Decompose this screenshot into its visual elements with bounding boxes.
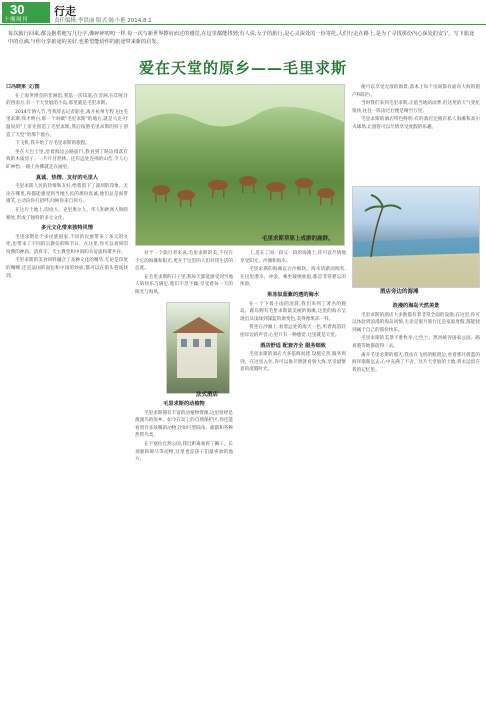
paragraph: 离开毛里求斯的那天,我站在飞机的舷窗边,看着那片蔚蓝的海洋渐渐远去,心中充满了不舍。这片天堂般的土地,将永远留在我的记忆里。: [352, 352, 480, 373]
section-subhead: 毛里求斯的动植物: [163, 401, 205, 407]
paragraph: 毛里求斯拥有丰富的动植物资源,这里曾经是渡渡鸟的故乡。如今在岛上的自然保护区,你还能看到许多珍稀的动物,比如巨型陆龟、鹿群和各种热带鸟类。: [135, 410, 233, 439]
byline: 口冯晓果 文/图: [6, 84, 40, 90]
paragraph: 在这片土地上,印度人、克里奥尔人、华人和欧洲人和睦相处,形成了独特的多元文化。: [6, 207, 128, 221]
page-number: 30: [10, 2, 25, 17]
section-subhead: 多元文化带来独特风情: [41, 225, 93, 232]
paragraph: 便可以享受无敌的海景,落本上每个房间都有面向大海的窗户和阳台。: [352, 85, 480, 98]
page-header: [0, 0, 486, 26]
section-subhead: 酒店舒适 配套齐全 服务细致: [260, 342, 326, 349]
hotel-scene-illustration: [167, 303, 230, 394]
section-subhead: 真诚、热情、友好的毛里人: [35, 174, 99, 181]
deer-scene-illustration: [136, 85, 345, 246]
paragraph: 毛里求斯的酒店特色鲜明,有的酒店还拥有私人海滩和高尔夫球场,让游客可以尽情享受度假的乐趣。: [352, 117, 480, 130]
article-column-2: [135, 398, 233, 696]
paragraph: 在卡塞拉自然公园,我近距离观看了狮子、长颈鹿和斑马等动物,这里也是孩子们最喜欢的地方。: [135, 441, 233, 463]
page-number-badge: [2, 2, 50, 23]
paragraph: 对于一个旅行者来说,毛里求斯的美,不仅在于它的海滩和阳光,更在于这里的人们对待生活的态度。: [135, 251, 233, 272]
paragraph: 我坐在沙滩上,看着远处的海天一色,听着海浪轻拍岸边的声音,心里只有一种感觉:这里就是天堂。: [240, 325, 346, 338]
paragraph: 下飞机,我开始了在毛里求斯的旅程。: [15, 141, 90, 147]
section-subhead: 果冻似蓝紫的透的海水: [267, 291, 319, 298]
article-headline: 爱在天堂的原乡——毛里求斯: [138, 59, 347, 77]
paragraph: 当时我们来到毛里求斯,正值当地的雨季,但这里的天气变化很快,往往一阵雨过后便是晴空万里。: [352, 101, 480, 114]
publication-name: 十堰周刊: [4, 17, 29, 23]
paragraph: 毛里求斯的美景不胜枚举,七色土、黑河峡谷国家公园、路易港等地都值得一去。: [352, 336, 480, 349]
beach-scene-illustration: [353, 187, 480, 288]
photo-caption: 毛里求斯草原上成群的鹿群。: [262, 236, 334, 242]
article-column-3: [240, 250, 346, 696]
paragraph: 毛里求斯的海滩以白沙细软、海水清澈而闻名,在这里潜水、冲浪、乘坐玻璃底船,都是非常难忘的体验。: [240, 267, 346, 288]
paragraph: 毛里求斯是个多民族国家,不同的民族带来了多元的文化,也带来了不同的宗教信仰和节日。在这里,你可以看到印度教的神庙、清真寺、天主教堂和中国的关帝庙和谐共存。: [6, 234, 128, 255]
paragraph: 毛里求斯的酒店大多数都有着非常全面的设施,在这里,你可以体验到浪漫的海岛风情,无论是蜜月旅行还是家庭度假,都能找到属于自己的那份快乐。: [352, 312, 480, 333]
photo-caption: 法式酒店: [196, 392, 219, 398]
paragraph: 在一个下着小雨的清晨,我们来到了著名的鹿岛。鹿岛拥有毛里求斯最美丽的海滩,这里的海水呈现出从浅绿到深蓝的渐变色,美得像果冻一样。: [240, 301, 346, 322]
paragraph: 毛里求斯人民的热情和友好,给我留下了深刻的印象。无论在哪里,你都能感受到当地人民的那份真诚,他们总是面带微笑,主动向你打招呼,问候你来自何方。: [6, 184, 128, 205]
section-tag: 行走: [54, 5, 76, 18]
hotel-photo: [166, 302, 230, 394]
intro-paragraph: 每次旅行回来,都会抱着地写几行字,像碎碎叨叨一样,每一次与新世界擦肩而过的感觉,在这里都能找到;有人说,女子的旅行,是心灵深处的一份寄托,人们行走在路上,是为了寻找那份内心深处的安宁。写下旅途中的点滴,与你分享旅途的美好,也希望能给你的旅途带来新的启发。: [8, 31, 475, 45]
header-divider: [0, 24, 486, 25]
paragraph: 上,选在了国一段又一段的海滩上,你可以尽情地享受阳光、沙滩和海水。: [240, 251, 346, 264]
paragraph: 在上海世博会的非洲馆,我第一次知道,在非洲,在印度洋的西南方,有一个天堂般的小岛,那里就是毛里求斯。: [6, 93, 128, 107]
paragraph: 2014年情人节,当我辞去记者职业,离开杭州专程飞往毛里求斯,我才明白,那一个叫做"毛里求斯"的地方,就是马克·吐温说的"上帝先创造了毛里求斯,然后按照毛里求斯的样子创造了天堂"的那个地方。: [6, 109, 128, 138]
article-column-1: [6, 84, 128, 696]
deer-herd-photo: [135, 84, 345, 246]
editor-credit: 责任编辑:李洪丽 版式:陈小艳 2014.8.1: [54, 18, 152, 24]
paragraph: 坐在大巴士里,沿着海边公路前行,我看到了路边错落有致的木质房子、一片片甘蔗林、还有远处连绵的山峦,令人心旷神怡,一路上仿佛就走在画里。: [6, 149, 128, 170]
beach-photo: [352, 186, 480, 288]
paragraph: 在毛里求斯的日子里,我每天都能感受到当地人的快乐与满足,他们不急不躁,享受着每一天的阳光与海风。: [135, 274, 233, 295]
article-column-4-top: [352, 84, 480, 184]
paragraph: 毛里求斯的美食同样融合了多种文化的精华,无论是印度的咖喱,还是法国的面包和中国的炒面,都可以在街头巷尾找到。: [6, 258, 128, 279]
article-column-4: [352, 300, 480, 696]
paragraph: 毛里求斯的酒店大多依海而建,设施完善,服务周到。在这里入住,你可以推开窗就看到大海,享受最惬意的度假时光。: [240, 352, 346, 373]
photo-caption: 酒店旁边的海滩: [380, 289, 419, 295]
section-subhead: 浪漫的海岛天然美景: [392, 303, 440, 309]
article-column-2-top: [135, 250, 233, 298]
